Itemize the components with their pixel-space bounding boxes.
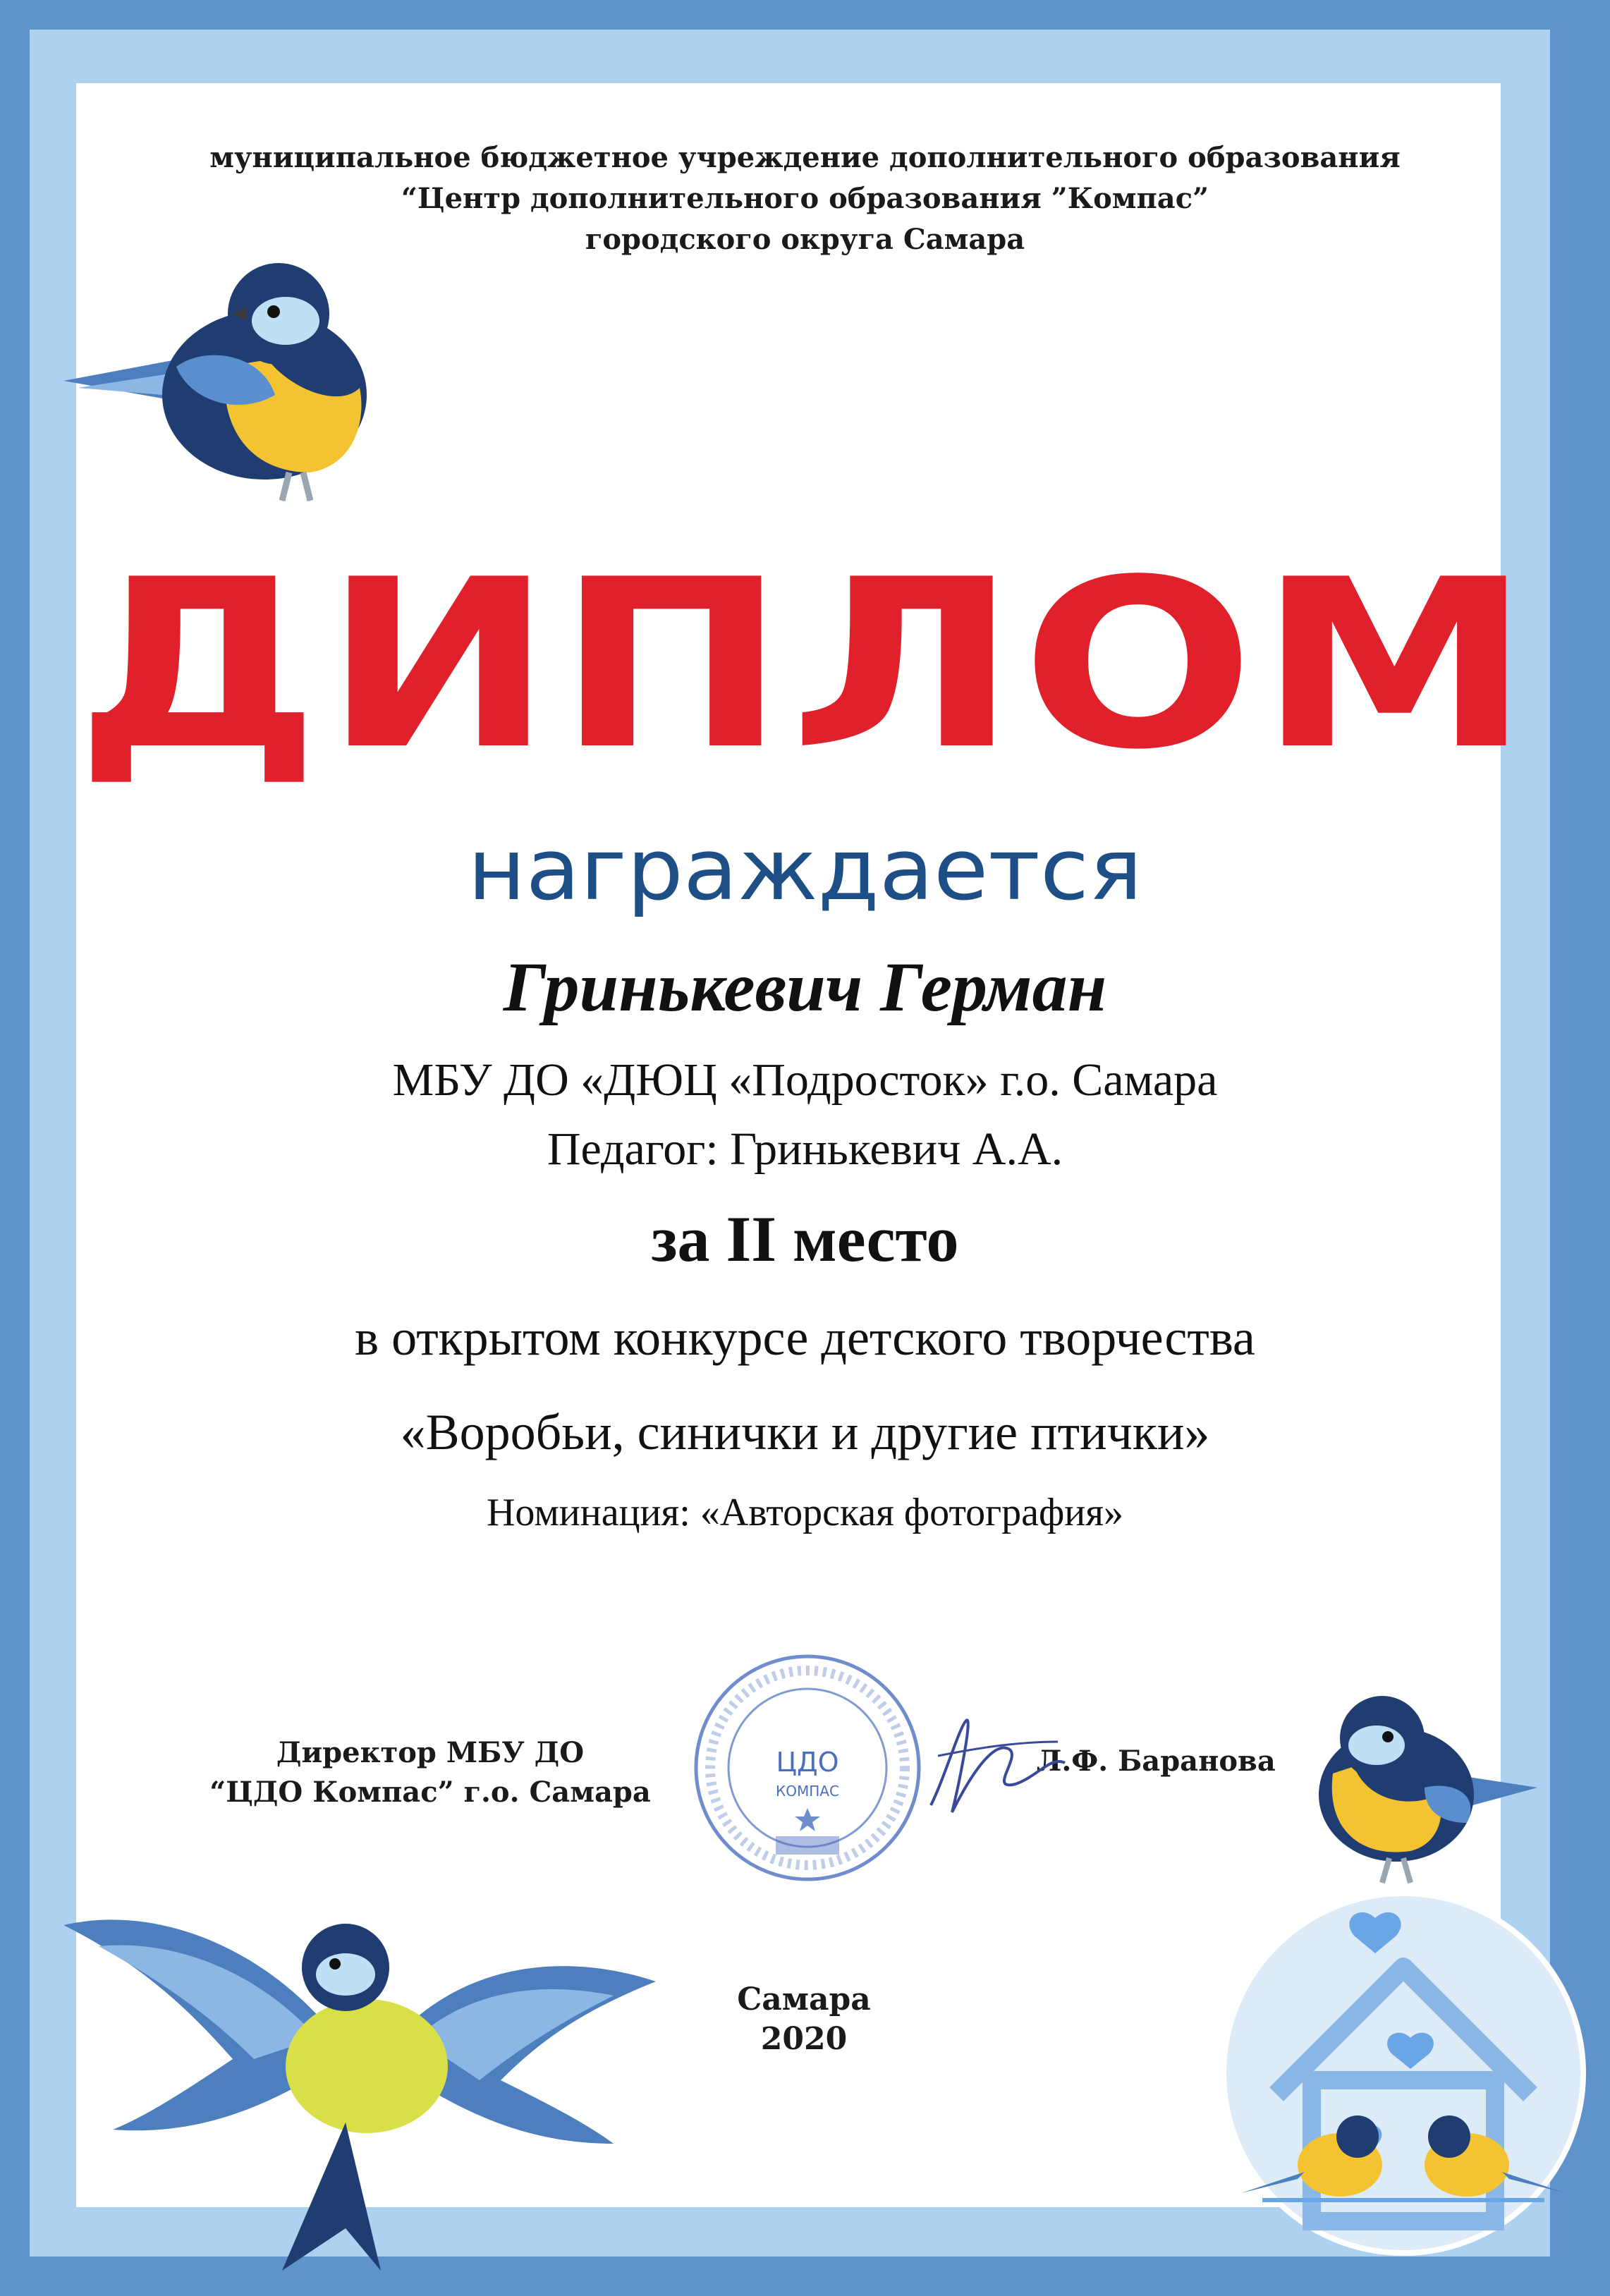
birdhouse-medallion bbox=[1220, 1890, 1587, 2257]
org-line-3: городского округа Самара bbox=[585, 223, 1025, 256]
org-line-1: муниципальное бюджетное учреждение дополнительного образования bbox=[209, 141, 1401, 174]
signer-name: Л.Ф. Баранова bbox=[1037, 1745, 1276, 1778]
footer-city: Самара bbox=[737, 1981, 871, 2017]
footer-year: 2020 bbox=[760, 2021, 848, 2057]
titmouse-illustration-right bbox=[1312, 1689, 1544, 1886]
org-line-2: “Центр дополнительного образования ”Компас” bbox=[401, 182, 1209, 215]
flying-titmouse-illustration bbox=[49, 1876, 670, 2271]
director-position-line-1: Директор МБУ ДО bbox=[276, 1736, 585, 1769]
recipient-name: Гринькевич Герман bbox=[503, 948, 1107, 1026]
diploma-title: ДИПЛОМ bbox=[75, 530, 1535, 800]
place: за II место bbox=[651, 1203, 959, 1275]
contest-line-2: «Воробьи, синички и другие птички» bbox=[400, 1404, 1210, 1460]
signature-scribble bbox=[917, 1699, 1072, 1833]
director-position-line-2: “ЦДО Компас” г.о. Самара bbox=[209, 1776, 651, 1809]
official-stamp bbox=[691, 1651, 924, 1884]
contest-line-1: в открытом конкурсе детского творчества bbox=[355, 1309, 1255, 1366]
awarded-label: награждается bbox=[468, 822, 1142, 920]
recipient-institution: МБУ ДО «ДЮЦ «Подросток» г.о. Самара bbox=[392, 1054, 1218, 1106]
teacher: Педагог: Гринькевич А.А. bbox=[547, 1123, 1063, 1175]
titmouse-illustration-top bbox=[56, 247, 381, 508]
nomination: Номинация: «Авторская фотография» bbox=[486, 1491, 1124, 1534]
stamp-center-text: ЦДО bbox=[776, 1747, 839, 1778]
stamp-center-subtext: КОМПАС bbox=[776, 1783, 839, 1800]
